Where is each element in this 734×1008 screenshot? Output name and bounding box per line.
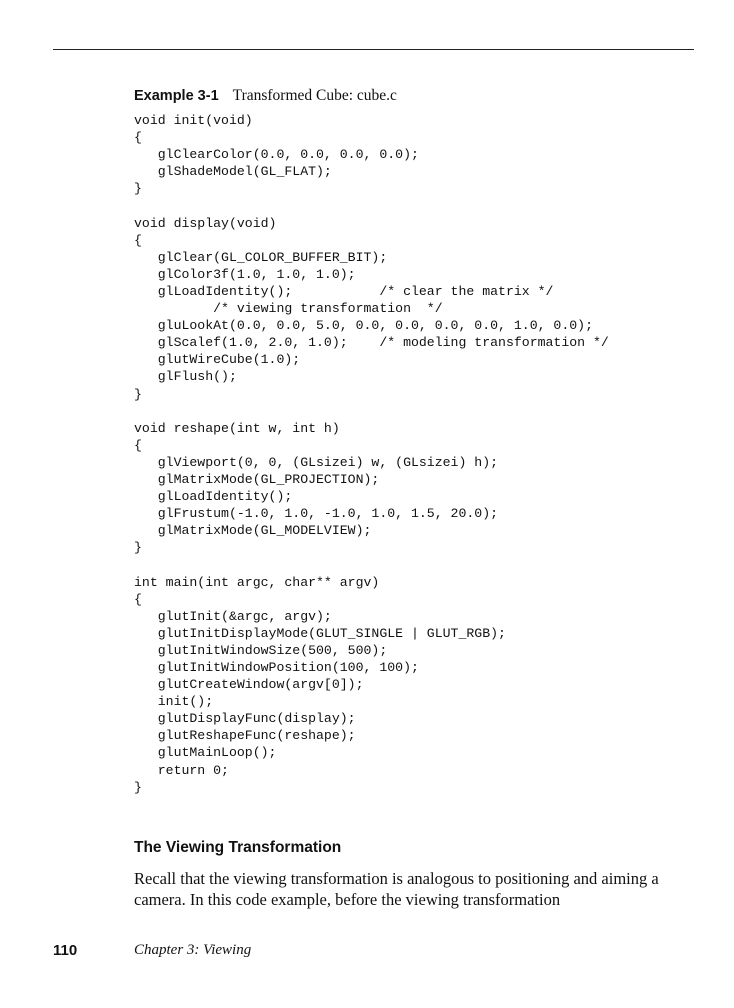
example-label: Example 3-1	[134, 88, 219, 104]
section-heading: The Viewing Transformation	[134, 839, 342, 856]
code-listing: void init(void) { glClearColor(0.0, 0.0, 0.0, 0.0); glShadeModel(GL_FLAT); } void display(void) { glClear(GL_COLOR_BUFFER_BIT); glColor3f(1.0, 1.0, 1.0); glLoadIdentity(); /* clear the matrix */ /* viewing transformation */ gluLookAt(0.0, 0.0, 5.0, 0.0, 0.0, 0.0, 0.0, 1.0, 0.0); glScalef(1.0, 2.0, 1.0); /* modeling transformation */ glutWireCube(1.0); glFlush(); } void reshape(int w, int h) { glViewport(0, 0, (GLsizei) w, (GLsizei) h); glMatrixMode(GL_PROJECTION); glLoadIdentity(); glFrustum(-1.0, 1.0, -1.0, 1.0, 1.5, 20.0); glMatrixMode(GL_MODELVIEW); } int main(int argc, char** argv) { glutInit(&argc, argv); glutInitDisplayMode(GLUT_SINGLE | GLUT_RGB); glutInitWindowSize(500, 500); glutInitWindowPosition(100, 100); glutCreateWindow(argv[0]); init(); glutDisplayFunc(display); glutReshapeFunc(reshape); glutMainLoop(); return 0; }	[134, 113, 609, 795]
top-rule	[53, 49, 694, 50]
body-paragraph: Recall that the viewing transformation is analogous to positioning and aiming a camera. In this code example, before the viewing transformation	[134, 869, 659, 909]
example-title: Transformed Cube: cube.c	[232, 87, 397, 104]
example-caption	[134, 86, 397, 106]
chapter-footer: Chapter 3: Viewing	[134, 942, 252, 958]
page-number: 110	[53, 942, 78, 959]
